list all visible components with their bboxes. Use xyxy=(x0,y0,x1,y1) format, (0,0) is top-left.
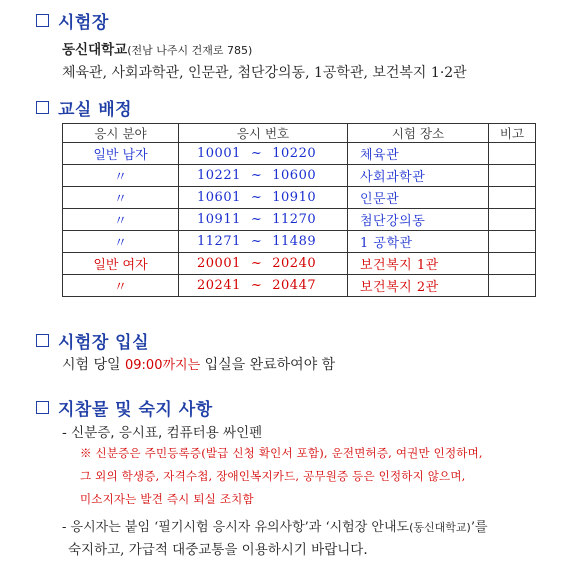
cell-category: 일반 남자 xyxy=(63,143,179,165)
number-from: 11271 xyxy=(197,234,241,249)
id-note-line-1: ※ 신분증은 주민등록증(발급 신청 확인서 포함), 운전면허증, 여권만 인정하며, xyxy=(80,446,483,460)
cell-remarks xyxy=(489,209,536,231)
number-tilde: ~ xyxy=(250,256,263,271)
bullet2-text-a: - 응시자는 붙임 ‘필기시험 응시자 유의사항’과 ‘시험장 안내도 xyxy=(62,520,410,535)
cell-number xyxy=(179,275,348,297)
cell-category: 〃 xyxy=(63,231,179,253)
cell-number xyxy=(179,209,348,231)
cell-location: 인문관 xyxy=(348,187,489,209)
number-from: 10911 xyxy=(197,212,241,227)
number-tilde: ~ xyxy=(250,212,263,227)
header-remarks: 비고 xyxy=(489,124,536,143)
table-row xyxy=(63,275,536,297)
cell-location: 보건복지 2관 xyxy=(348,275,489,297)
cell-number xyxy=(179,253,348,275)
cell-location: 보건복지 1관 xyxy=(348,253,489,275)
cell-category: 〃 xyxy=(63,209,179,231)
cell-number xyxy=(179,143,348,165)
items-title: 지참물 및 숙지 사항 xyxy=(58,400,213,420)
number-to: 20447 xyxy=(272,278,317,293)
header-location: 시험 장소 xyxy=(348,124,489,143)
cell-category: 일반 여자 xyxy=(63,253,179,275)
table-row xyxy=(63,231,536,253)
items-bullet-1: - 신분증, 응시표, 컴퓨터용 싸인펜 xyxy=(62,425,263,441)
room-title: 교실 배정 xyxy=(58,100,133,120)
section-title-items xyxy=(36,395,213,420)
number-to: 10220 xyxy=(272,146,317,161)
cell-location: 사회과학관 xyxy=(348,165,489,187)
entry-pre: 시험 당일 xyxy=(62,357,125,373)
entry-time: 09:00까지는 xyxy=(125,358,201,373)
cell-number xyxy=(179,165,348,187)
number-tilde: ~ xyxy=(250,168,263,183)
venue-school-line xyxy=(62,38,252,58)
header-number: 응시 번호 xyxy=(179,124,348,143)
venue-title: 시험장 xyxy=(58,13,109,33)
cell-category: 〃 xyxy=(63,187,179,209)
cell-location: 체육관 xyxy=(348,143,489,165)
table-row xyxy=(63,143,536,165)
header-category: 응시 분야 xyxy=(63,124,179,143)
table-row xyxy=(63,253,536,275)
number-tilde: ~ xyxy=(250,190,263,205)
section-title-room xyxy=(36,95,132,120)
number-tilde: ~ xyxy=(250,234,263,249)
entry-title: 시험장 입실 xyxy=(58,333,150,353)
number-tilde: ~ xyxy=(250,278,263,293)
checkbox-square-icon xyxy=(36,401,49,414)
cell-remarks xyxy=(489,143,536,165)
id-note-line-2: 그 외의 학생증, 자격수첩, 장애인복지카드, 공무원증 등은 인정하지 않으며, xyxy=(80,469,466,483)
items-bullet-2-line-2: 숙지하고, 가급적 대중교통을 이용하시기 바랍니다. xyxy=(68,542,368,558)
number-to: 20240 xyxy=(272,256,317,271)
bullet2-text-c: ’를 xyxy=(470,520,488,535)
checkbox-square-icon xyxy=(36,334,49,347)
table-row xyxy=(63,187,536,209)
venue-buildings: 체육관, 사회과학관, 인문관, 첨단강의동, 1공학관, 보건복지 1·2관 xyxy=(62,65,467,81)
section-title-entry xyxy=(36,328,149,353)
room-assignment-table xyxy=(62,123,536,297)
number-from: 10001 xyxy=(197,146,241,161)
number-from: 10221 xyxy=(197,168,241,183)
cell-remarks xyxy=(489,253,536,275)
cell-number xyxy=(179,187,348,209)
venue-address: (전남 나주시 건재로 785) xyxy=(127,44,253,57)
venue-school: 동신대학교 xyxy=(62,42,128,58)
table-row xyxy=(63,209,536,231)
section-title-venue xyxy=(36,8,109,33)
entry-line xyxy=(62,354,335,374)
cell-number xyxy=(179,231,348,253)
number-from: 20001 xyxy=(197,256,241,271)
number-tilde: ~ xyxy=(250,146,263,161)
items-bullet-2 xyxy=(62,516,488,535)
cell-remarks xyxy=(489,275,536,297)
checkbox-square-icon xyxy=(36,14,49,27)
cell-remarks xyxy=(489,187,536,209)
bullet2-text-b: (동신대학교) xyxy=(409,521,471,534)
number-from: 20241 xyxy=(197,278,241,293)
number-to: 10600 xyxy=(272,168,317,183)
id-note-line-3: 미소지자는 발견 즉시 퇴실 조치함 xyxy=(80,492,254,506)
cell-category: 〃 xyxy=(63,165,179,187)
entry-post: 입실을 완료하여야 함 xyxy=(200,357,336,373)
cell-remarks xyxy=(489,231,536,253)
number-to: 11489 xyxy=(272,234,317,249)
table-row xyxy=(63,165,536,187)
table-header-row xyxy=(63,124,536,143)
cell-location: 첨단강의동 xyxy=(348,209,489,231)
cell-category: 〃 xyxy=(63,275,179,297)
number-from: 10601 xyxy=(197,190,241,205)
cell-location: 1 공학관 xyxy=(348,231,489,253)
checkbox-square-icon xyxy=(36,101,49,114)
cell-remarks xyxy=(489,165,536,187)
number-to: 10910 xyxy=(272,190,317,205)
number-to: 11270 xyxy=(272,212,317,227)
